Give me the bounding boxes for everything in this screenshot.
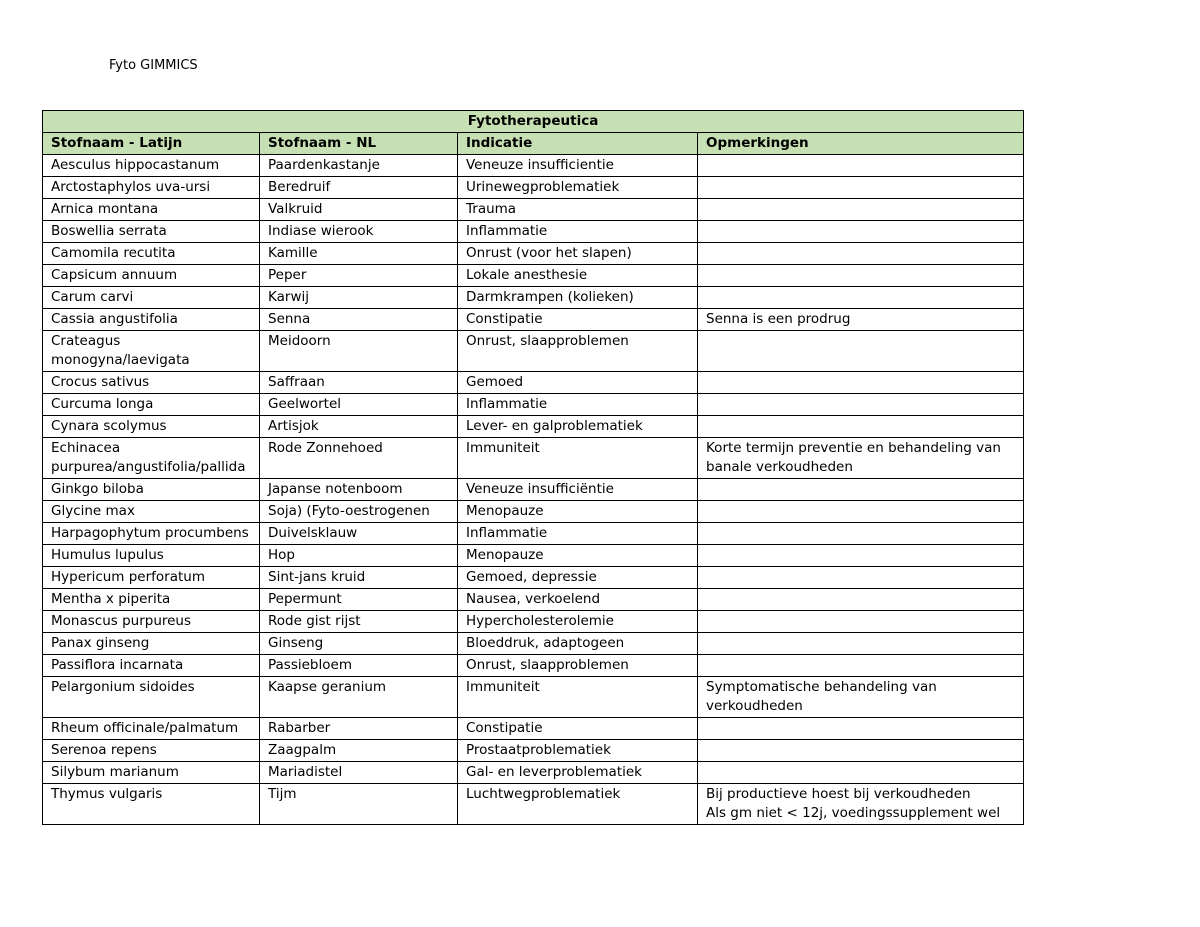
cell-nl: Sint-jans kruid xyxy=(260,567,458,589)
table-row xyxy=(43,416,1024,438)
cell-remarks xyxy=(698,331,1024,372)
cell-indication: Trauma xyxy=(458,199,698,221)
cell-remarks xyxy=(698,589,1024,611)
cell-latin: Serenoa repens xyxy=(43,740,260,762)
document-title: Fyto GIMMICS xyxy=(109,58,198,73)
table-row xyxy=(43,633,1024,655)
cell-nl: Rabarber xyxy=(260,718,458,740)
cell-indication: Bloeddruk, adaptogeen xyxy=(458,633,698,655)
cell-nl: Indiase wierook xyxy=(260,221,458,243)
cell-indication: Constipatie xyxy=(458,309,698,331)
cell-remarks xyxy=(698,611,1024,633)
cell-latin: Arctostaphylos uva-ursi xyxy=(43,177,260,199)
cell-indication: Lever- en galproblematiek xyxy=(458,416,698,438)
cell-indication: Inflammatie xyxy=(458,221,698,243)
cell-remarks xyxy=(698,287,1024,309)
cell-latin: Capsicum annuum xyxy=(43,265,260,287)
cell-nl: Hop xyxy=(260,545,458,567)
cell-remarks xyxy=(698,372,1024,394)
cell-nl: Geelwortel xyxy=(260,394,458,416)
cell-nl: Peper xyxy=(260,265,458,287)
cell-remarks xyxy=(698,501,1024,523)
cell-indication: Inflammatie xyxy=(458,394,698,416)
table-row xyxy=(43,309,1024,331)
cell-latin: Echinacea purpurea/angustifolia/pallida xyxy=(43,438,260,479)
cell-nl: Soja) (Fyto-oestrogenen xyxy=(260,501,458,523)
table-row xyxy=(43,611,1024,633)
cell-nl: Paardenkastanje xyxy=(260,155,458,177)
cell-nl: Kaapse geranium xyxy=(260,677,458,718)
cell-nl: Duivelsklauw xyxy=(260,523,458,545)
cell-remarks: Symptomatische behandeling van verkoudheden xyxy=(698,677,1024,718)
cell-latin: Rheum officinale/palmatum xyxy=(43,718,260,740)
table-row xyxy=(43,567,1024,589)
cell-indication: Gemoed xyxy=(458,372,698,394)
cell-indication: Onrust, slaapproblemen xyxy=(458,331,698,372)
cell-remarks xyxy=(698,567,1024,589)
cell-indication: Urinewegproblematiek xyxy=(458,177,698,199)
cell-latin: Glycine max xyxy=(43,501,260,523)
cell-latin: Boswellia serrata xyxy=(43,221,260,243)
cell-latin: Monascus purpureus xyxy=(43,611,260,633)
cell-nl: Rode gist rijst xyxy=(260,611,458,633)
cell-remarks: Senna is een prodrug xyxy=(698,309,1024,331)
cell-remarks: Korte termijn preventie en behandeling van banale verkoudheden xyxy=(698,438,1024,479)
cell-remarks xyxy=(698,416,1024,438)
cell-latin: Arnica montana xyxy=(43,199,260,221)
table-title: Fytotherapeutica xyxy=(43,111,1024,133)
cell-latin: Cynara scolymus xyxy=(43,416,260,438)
cell-remarks xyxy=(698,199,1024,221)
cell-latin: Thymus vulgaris xyxy=(43,784,260,825)
cell-nl: Artisjok xyxy=(260,416,458,438)
cell-remarks xyxy=(698,479,1024,501)
cell-nl: Senna xyxy=(260,309,458,331)
table-row xyxy=(43,677,1024,718)
cell-indication: Onrust, slaapproblemen xyxy=(458,655,698,677)
table-row xyxy=(43,655,1024,677)
cell-latin: Harpagophytum procumbens xyxy=(43,523,260,545)
cell-remarks xyxy=(698,394,1024,416)
cell-remarks xyxy=(698,221,1024,243)
table-row xyxy=(43,155,1024,177)
cell-nl: Rode Zonnehoed xyxy=(260,438,458,479)
cell-latin: Mentha x piperita xyxy=(43,589,260,611)
cell-remarks xyxy=(698,243,1024,265)
cell-latin: Hypericum perforatum xyxy=(43,567,260,589)
cell-nl: Meidoorn xyxy=(260,331,458,372)
table-row xyxy=(43,177,1024,199)
cell-indication: Lokale anesthesie xyxy=(458,265,698,287)
cell-indication: Gal- en leverproblematiek xyxy=(458,762,698,784)
cell-nl: Japanse notenboom xyxy=(260,479,458,501)
cell-remarks xyxy=(698,155,1024,177)
cell-indication: Gemoed, depressie xyxy=(458,567,698,589)
cell-latin: Panax ginseng xyxy=(43,633,260,655)
cell-latin: Camomila recutita xyxy=(43,243,260,265)
column-header-indication: Indicatie xyxy=(458,133,698,155)
cell-nl: Valkruid xyxy=(260,199,458,221)
cell-indication: Veneuze insufficientie xyxy=(458,155,698,177)
cell-latin: Silybum marianum xyxy=(43,762,260,784)
column-header-nl: Stofnaam - NL xyxy=(260,133,458,155)
cell-nl: Ginseng xyxy=(260,633,458,655)
cell-nl: Karwij xyxy=(260,287,458,309)
table-row xyxy=(43,331,1024,372)
table-row xyxy=(43,394,1024,416)
header-row xyxy=(43,133,1024,155)
cell-remarks xyxy=(698,633,1024,655)
table-row xyxy=(43,221,1024,243)
cell-remarks xyxy=(698,545,1024,567)
cell-remarks xyxy=(698,655,1024,677)
table-row xyxy=(43,372,1024,394)
cell-remarks: Bij productieve hoest bij verkoudheden Als gm niet < 12j, voedingssupplement wel xyxy=(698,784,1024,825)
cell-indication: Veneuze insufficiëntie xyxy=(458,479,698,501)
cell-latin: Passiflora incarnata xyxy=(43,655,260,677)
fytotherapeutica-table xyxy=(42,110,1024,825)
table-row xyxy=(43,740,1024,762)
cell-remarks xyxy=(698,265,1024,287)
cell-latin: Curcuma longa xyxy=(43,394,260,416)
cell-latin: Crateagus monogyna/laevigata xyxy=(43,331,260,372)
cell-indication: Onrust (voor het slapen) xyxy=(458,243,698,265)
table-row xyxy=(43,718,1024,740)
cell-latin: Humulus lupulus xyxy=(43,545,260,567)
cell-nl: Saffraan xyxy=(260,372,458,394)
cell-nl: Beredruif xyxy=(260,177,458,199)
cell-indication: Menopauze xyxy=(458,501,698,523)
cell-indication: Prostaatproblematiek xyxy=(458,740,698,762)
cell-remarks xyxy=(698,762,1024,784)
table-row xyxy=(43,784,1024,825)
cell-indication: Immuniteit xyxy=(458,438,698,479)
column-header-latin: Stofnaam - Latijn xyxy=(43,133,260,155)
cell-nl: Tijm xyxy=(260,784,458,825)
cell-latin: Ginkgo biloba xyxy=(43,479,260,501)
cell-nl: Passiebloem xyxy=(260,655,458,677)
table-row xyxy=(43,545,1024,567)
table-row xyxy=(43,523,1024,545)
cell-remarks xyxy=(698,740,1024,762)
table-row xyxy=(43,265,1024,287)
table-row xyxy=(43,479,1024,501)
cell-indication: Constipatie xyxy=(458,718,698,740)
cell-indication: Nausea, verkoelend xyxy=(458,589,698,611)
cell-indication: Immuniteit xyxy=(458,677,698,718)
table-row xyxy=(43,287,1024,309)
cell-nl: Zaagpalm xyxy=(260,740,458,762)
cell-nl: Pepermunt xyxy=(260,589,458,611)
table-row xyxy=(43,243,1024,265)
table-body xyxy=(43,155,1024,825)
table-row xyxy=(43,438,1024,479)
column-header-remarks: Opmerkingen xyxy=(698,133,1024,155)
cell-indication: Hypercholesterolemie xyxy=(458,611,698,633)
table-row xyxy=(43,762,1024,784)
cell-remarks xyxy=(698,177,1024,199)
cell-indication: Luchtwegproblematiek xyxy=(458,784,698,825)
cell-remarks xyxy=(698,523,1024,545)
table-row xyxy=(43,501,1024,523)
cell-nl: Kamille xyxy=(260,243,458,265)
table-row xyxy=(43,199,1024,221)
cell-latin: Aesculus hippocastanum xyxy=(43,155,260,177)
cell-latin: Pelargonium sidoides xyxy=(43,677,260,718)
cell-remarks xyxy=(698,718,1024,740)
cell-indication: Menopauze xyxy=(458,545,698,567)
cell-indication: Inflammatie xyxy=(458,523,698,545)
cell-latin: Crocus sativus xyxy=(43,372,260,394)
table-row xyxy=(43,589,1024,611)
cell-indication: Darmkrampen (kolieken) xyxy=(458,287,698,309)
cell-latin: Cassia angustifolia xyxy=(43,309,260,331)
cell-latin: Carum carvi xyxy=(43,287,260,309)
cell-nl: Mariadistel xyxy=(260,762,458,784)
